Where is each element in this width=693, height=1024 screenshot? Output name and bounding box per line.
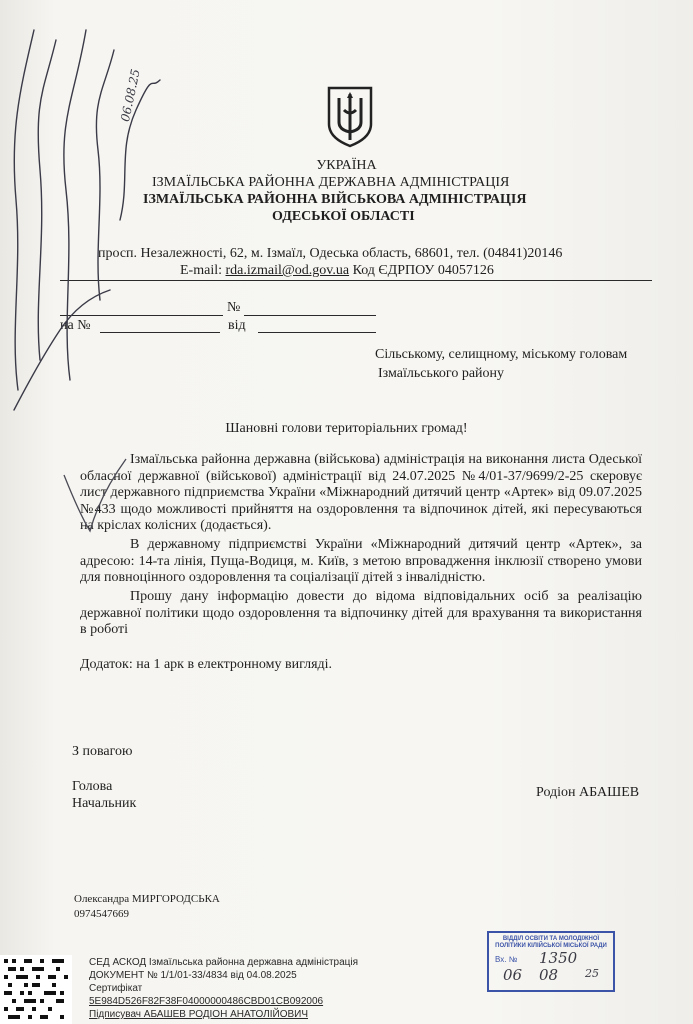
reg-from-label: від: [228, 318, 246, 333]
salutation: Шановні голови територіальних громад!: [225, 421, 468, 436]
body-paragraph-3: Прошу дану інформацію довести до відома відповідальних осіб за реалізацію державної політики щодо оздоровлення та відпочинку дітей для врахування та використання в роботі: [80, 589, 642, 637]
signer-title-1: Голова: [72, 779, 113, 794]
stamp-date-month: 08: [539, 966, 559, 984]
edoc-cert-label: Сертифікат: [89, 983, 143, 994]
header-contacts: [180, 263, 494, 279]
stamp-date-day: 06: [503, 966, 523, 984]
edoc-document: ДОКУМЕНТ № 1/1/01-33/4834 від 04.08.2025: [89, 970, 297, 981]
stamp-date-year: 25: [585, 967, 599, 980]
checkmark-scribble: [60, 455, 130, 535]
addressee-line1: Сільському, селищному, міському головам: [375, 347, 628, 362]
reg-no-line: [244, 315, 376, 316]
header-org-line2: ІЗМАЇЛЬСЬКА РАЙОННА ВІЙСЬКОВА АДМІНІСТРАЦІЯ: [143, 192, 527, 207]
executor-name: Олександра МИРГОРОДСЬКА: [74, 893, 220, 905]
addressee-line2: Ізмаїльського району: [378, 366, 505, 381]
body-paragraph-1: Ізмаїльська районна державна (військова) адміністрація на виконання листа Одеської обласної державної (військової) адміністрації від 24.07.2025 №4/01-37/9699/2-25 скеровує лист державного підприємства України «Міжнародний дитячий центр «Артек» від 09.07.2025 №433 щодо можливості прийняття на оздоровлення та відпочинок дітей, які пересуваються на кріслах колісних (додається).: [80, 452, 642, 533]
edoc-signer: Підписувач АБАШЕВ РОДІОН АНАТОЛІЙОВИЧ: [89, 1009, 309, 1020]
edoc-cert: 5E984D526F82F38F04000000486CBD01CB092006: [89, 996, 324, 1007]
executor-phone: 0974547669: [74, 908, 129, 920]
handwritten-resolution: [0, 0, 190, 420]
qr-code-icon: [0, 955, 72, 1024]
stamp-in-label: Вх. №: [495, 955, 518, 964]
handwritten-date: 06.08.25: [118, 67, 143, 123]
reg-from-line: [258, 332, 376, 333]
header-country: УКРАЇНА: [316, 158, 377, 173]
reg-no-label: №: [227, 300, 241, 315]
stamp-in-number: 1350: [539, 949, 578, 967]
edrpou-code: Код ЄДРПОУ 04057126: [352, 263, 494, 278]
body-paragraph-2: В державному підприємстві України «Міжнародний дитячий центр «Артек», за адресою: 14-та лінія, Пуща-Водиця, м. Київ, з метою впровадження інклюзії створено умови для повноцінного оздоровлення та соціалізації дітей з інвалідністю.: [80, 537, 642, 585]
attachment-note: Додаток: на 1 арк в електронному вигляді.: [80, 657, 333, 672]
stamp-line1: ВІДДІЛ ОСВІТИ ТА МОЛОДІЖНОЇ: [502, 936, 600, 942]
email-label: E-mail:: [180, 263, 222, 278]
closing-regards: З повагою: [72, 744, 133, 759]
edoc-block: [89, 956, 358, 1021]
stamp-line2: ПОЛІТИКИ КІЛІЙСЬКОЇ МІСЬКОЇ РАДИ: [495, 943, 607, 949]
header-org-line3: ОДЕСЬКОЇ ОБЛАСТІ: [272, 209, 415, 224]
header-address: просп. Незалежності, 62, м. Ізмаїл, Одеська область, 68601, тел. (04841)20146: [98, 246, 563, 261]
reg-on-label: на №: [60, 318, 91, 333]
edoc-system: СЕД АСКОД Ізмаїльська районна державна адміністрація: [89, 957, 359, 968]
signer-name: Родіон АБАШЕВ: [536, 785, 640, 800]
signer-title-2: Начальник: [72, 796, 137, 811]
header-org-line1: ІЗМАЇЛЬСЬКА РАЙОННА ДЕРЖАВНА АДМІНІСТРАЦІЯ: [152, 175, 510, 190]
incoming-stamp: [487, 931, 615, 992]
trident-emblem-icon: [325, 84, 375, 148]
email-link[interactable]: rda.izmail@od.gov.ua: [225, 263, 350, 278]
